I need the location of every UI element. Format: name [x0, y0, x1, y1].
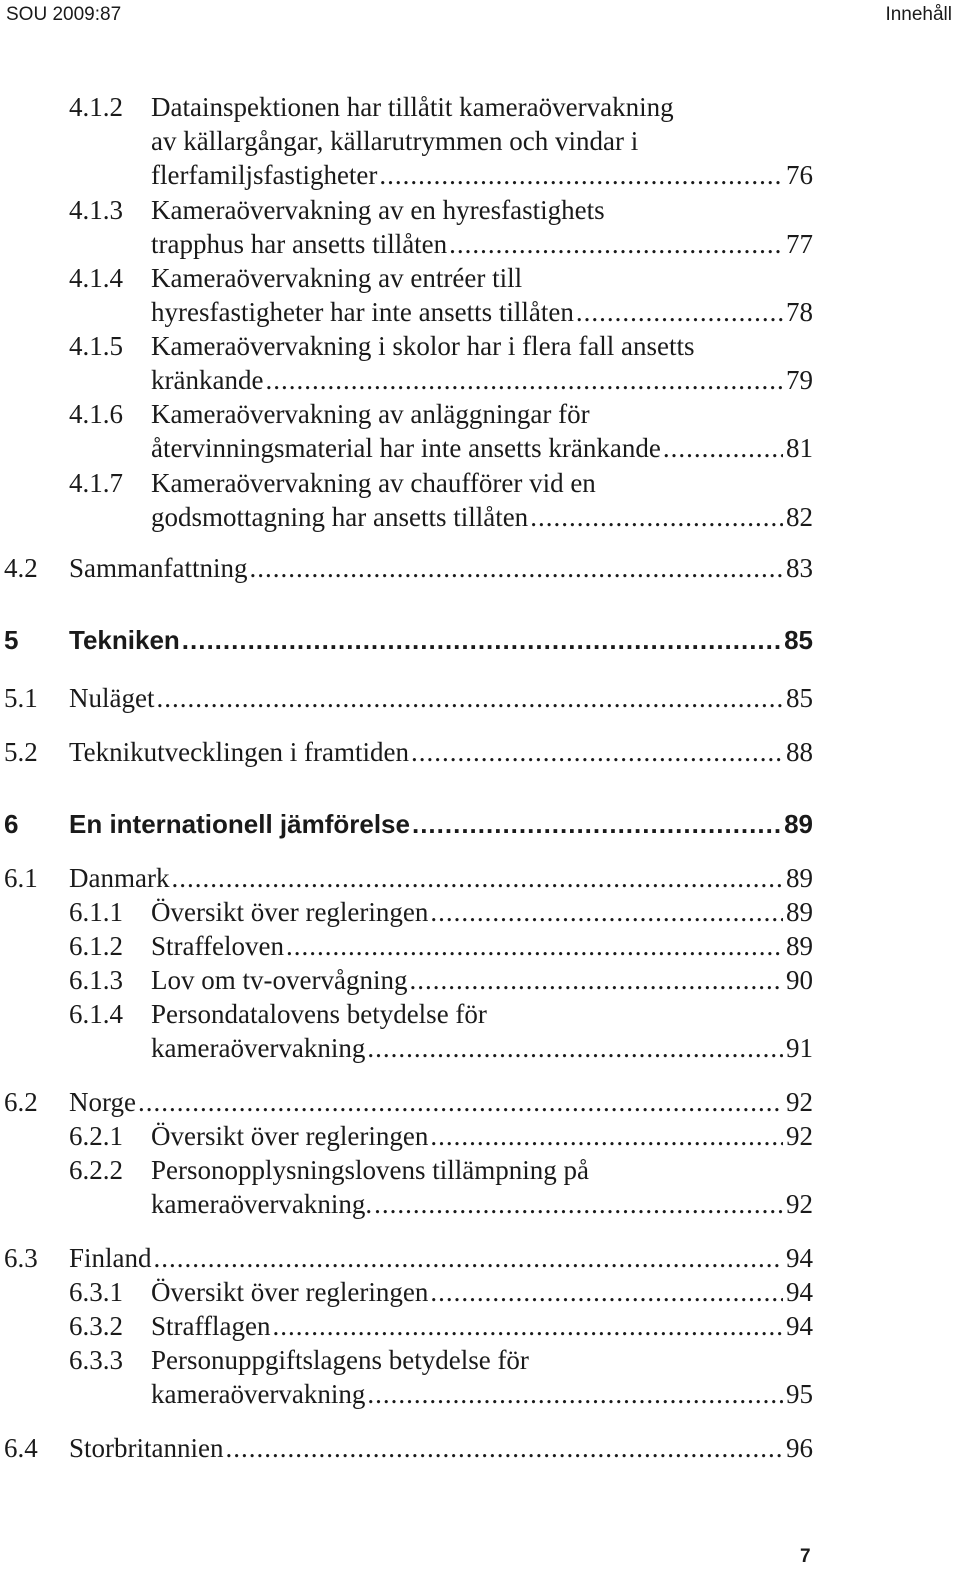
toc-number: 6.3.1 — [69, 1277, 123, 1307]
toc-leader-row — [69, 1241, 813, 1275]
toc-title-line: Teknikutvecklingen i framtiden — [69, 737, 410, 767]
toc-number: 6.3 — [4, 1243, 38, 1273]
running-header — [0, 0, 960, 34]
toc-title-line: av källargångar, källarutrymmen och vindar i — [151, 126, 639, 156]
toc-number: 4.1.4 — [69, 263, 123, 293]
dot-leader — [154, 1241, 783, 1275]
toc-leader-row — [69, 551, 813, 585]
toc-title-line: En internationell jämförelse — [69, 809, 410, 839]
toc-page-number: 78 — [786, 297, 813, 327]
toc-number: 4.1.6 — [69, 399, 123, 429]
dot-leader — [374, 1187, 783, 1221]
toc-number: 6.1 — [4, 863, 38, 893]
toc-page-number: 95 — [786, 1379, 813, 1409]
toc-title-line: hyresfastigheter har inte ansetts tillåten — [151, 297, 574, 327]
toc-number: 4.2 — [4, 553, 38, 583]
toc-title-line: Storbritannien — [69, 1433, 224, 1463]
toc-title-line: Översikt över regleringen — [151, 897, 429, 927]
dot-leader — [430, 1119, 783, 1153]
dot-leader — [225, 1431, 783, 1465]
dot-leader — [576, 295, 783, 329]
toc-title-line: Översikt över regleringen — [151, 1121, 429, 1151]
toc-title-line: Kameraövervakning av entréer till — [151, 263, 523, 293]
dot-leader — [272, 1309, 783, 1343]
toc-page-number: 94 — [786, 1243, 813, 1273]
toc-page-number: 89 — [786, 931, 813, 961]
toc-leader-row — [151, 363, 813, 397]
dot-leader — [171, 861, 783, 895]
toc-number: 6.1.2 — [69, 931, 123, 961]
toc-title-line: Sammanfattning — [69, 553, 248, 583]
toc-page-number: 81 — [786, 433, 813, 463]
toc-page-number: 94 — [786, 1311, 813, 1341]
toc-page-number: 79 — [786, 365, 813, 395]
toc-leader-row — [151, 963, 813, 997]
toc-page-number: 89 — [786, 897, 813, 927]
toc-number: 5 — [4, 625, 19, 655]
toc-number: 6.2.1 — [69, 1121, 123, 1151]
dot-leader — [379, 158, 783, 192]
dot-leader — [286, 929, 783, 963]
toc-title-line: Tekniken — [69, 625, 180, 655]
toc-page-number: 85 — [786, 683, 813, 713]
toc-title-line: Personuppgiftslagens betydelse för — [151, 1345, 529, 1375]
toc-number: 6 — [4, 809, 19, 839]
toc-leader-row — [151, 227, 813, 261]
dot-leader — [430, 1275, 783, 1309]
toc-page-number: 89 — [784, 809, 813, 839]
toc-number: 6.2 — [4, 1087, 38, 1117]
toc-leader-row — [69, 681, 813, 715]
toc-title-line: kränkande — [151, 365, 264, 395]
toc-leader-row — [69, 1085, 813, 1119]
dot-leader — [249, 551, 783, 585]
dot-leader — [449, 227, 783, 261]
toc-leader-row — [69, 1431, 813, 1465]
dot-leader — [663, 431, 783, 465]
toc-leader-row — [69, 807, 813, 841]
toc-page-number: 88 — [786, 737, 813, 767]
toc-title-line: Nuläget — [69, 683, 155, 713]
dot-leader — [411, 735, 783, 769]
toc-page-number: 89 — [786, 863, 813, 893]
dot-leader — [367, 1031, 783, 1065]
toc-title-line: Kameraövervakning av en hyresfastighets — [151, 195, 605, 225]
toc-leader-row — [151, 1275, 813, 1309]
toc-page-number: 85 — [784, 625, 813, 655]
dot-leader — [409, 963, 783, 997]
toc-number: 4.1.5 — [69, 331, 123, 361]
section-title: Innehåll — [885, 4, 952, 25]
toc-number: 4.1.2 — [69, 92, 123, 122]
toc-title-line: Kameraövervakning av anläggningar för — [151, 399, 590, 429]
toc-leader-row — [69, 735, 813, 769]
toc-page-number: 92 — [786, 1087, 813, 1117]
toc-leader-row — [151, 158, 813, 192]
toc-title-line: Datainspektionen har tillåtit kameraövervakning — [151, 92, 674, 122]
toc-leader-row — [151, 929, 813, 963]
toc-page-number: 82 — [786, 502, 813, 532]
toc-number: 6.1.1 — [69, 897, 123, 927]
dot-leader — [367, 1377, 783, 1411]
dot-leader — [156, 681, 783, 715]
toc-page-number: 92 — [786, 1121, 813, 1151]
toc-title-line: Norge — [69, 1087, 136, 1117]
toc-leader-row — [151, 431, 813, 465]
toc-title-line: Lov om tv-overvågning — [151, 965, 408, 995]
dot-leader — [412, 807, 781, 841]
toc-page-number: 91 — [786, 1033, 813, 1063]
toc-title-line: kameraövervakning. — [151, 1189, 373, 1219]
toc-leader-row — [151, 1119, 813, 1153]
toc-title-line: Strafflagen — [151, 1311, 271, 1341]
toc-number: 4.1.7 — [69, 468, 123, 498]
toc-leader-row — [151, 1187, 813, 1221]
toc-number: 4.1.3 — [69, 195, 123, 225]
dot-leader — [265, 363, 783, 397]
toc-leader-row — [151, 895, 813, 929]
toc-number: 6.3.3 — [69, 1345, 123, 1375]
dot-leader — [138, 1085, 783, 1119]
dot-leader — [530, 500, 783, 534]
toc-leader-row — [151, 1031, 813, 1065]
toc-title-line: Danmark — [69, 863, 170, 893]
toc-leader-row — [151, 295, 813, 329]
toc-title-line: trapphus har ansetts tillåten — [151, 229, 448, 259]
page-number: 7 — [800, 1546, 811, 1567]
toc-page-number: 76 — [786, 160, 813, 190]
toc-page-number: 83 — [786, 553, 813, 583]
toc-leader-row — [69, 623, 813, 657]
toc-title-line: Kameraövervakning i skolor har i flera fall ansetts — [151, 331, 695, 361]
toc-title-line: godsmottagning har ansetts tillåten — [151, 502, 529, 532]
toc-number: 5.2 — [4, 737, 38, 767]
toc-leader-row — [69, 861, 813, 895]
toc-page-number: 77 — [786, 229, 813, 259]
toc-title-line: kameraövervakning — [151, 1033, 366, 1063]
report-id: SOU 2009:87 — [6, 4, 122, 25]
dot-leader — [182, 623, 781, 657]
toc-title-line: Översikt över regleringen — [151, 1277, 429, 1307]
toc-number: 6.2.2 — [69, 1155, 123, 1185]
toc-page-number: 96 — [786, 1433, 813, 1463]
dot-leader — [430, 895, 783, 929]
toc-leader-row — [151, 1309, 813, 1343]
toc-title-line: Kameraövervakning av chaufförer vid en — [151, 468, 596, 498]
toc-page-number: 90 — [786, 965, 813, 995]
toc-page-number: 92 — [786, 1189, 813, 1219]
toc-title-line: flerfamiljsfastigheter — [151, 160, 378, 190]
toc-leader-row — [151, 1377, 813, 1411]
toc-title-line: Personopplysningslovens tillämpning på — [151, 1155, 589, 1185]
toc-number: 5.1 — [4, 683, 38, 713]
toc-title-line: Straffeloven — [151, 931, 284, 961]
toc-title-line: Finland — [69, 1243, 152, 1273]
toc-title-line: Persondatalovens betydelse för — [151, 999, 487, 1029]
toc-number: 6.1.4 — [69, 999, 123, 1029]
toc-number: 6.1.3 — [69, 965, 123, 995]
toc-number: 6.3.2 — [69, 1311, 123, 1341]
toc-title-line: återvinningsmaterial har inte ansetts kränkande — [151, 433, 661, 463]
toc-page-number: 94 — [786, 1277, 813, 1307]
toc-number: 6.4 — [4, 1433, 38, 1463]
toc-title-line: kameraövervakning — [151, 1379, 366, 1409]
toc-leader-row — [151, 500, 813, 534]
